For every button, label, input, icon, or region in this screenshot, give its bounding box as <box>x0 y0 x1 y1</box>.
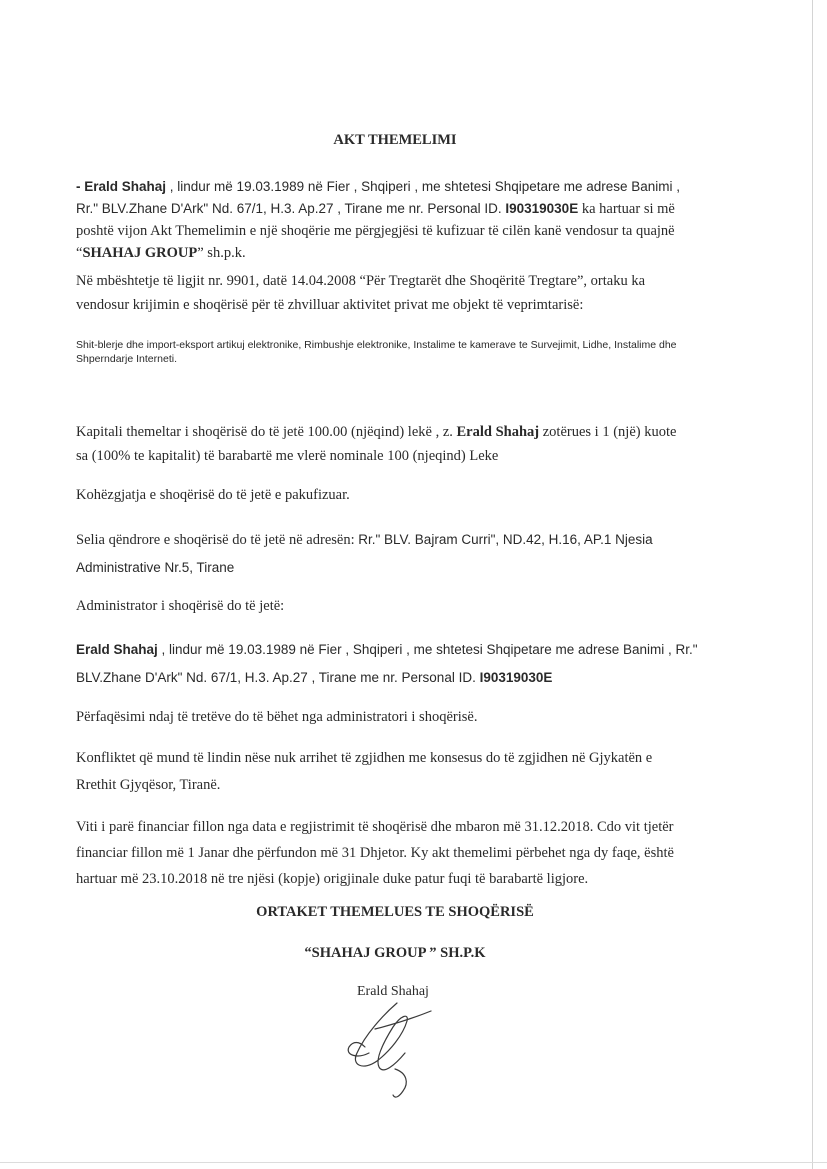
administrator-paragraph <box>76 636 726 692</box>
founders-heading: ORTAKET THEMELUES TE SHOQËRISË <box>256 904 534 920</box>
scan-edge-bottom <box>0 1162 827 1163</box>
signatory-name: Erald Shahaj <box>357 984 429 999</box>
representation-paragraph: Përfaqësimi ndaj të tretëve do të bëhet nga administratori i shoqërisë. <box>76 709 478 725</box>
administrator-personal-id: I90319030E <box>479 670 553 685</box>
company-heading: “SHAHAJ GROUP ” SH.P.K <box>304 945 486 961</box>
financial-line-2: financiar fillon më 1 Janar dhe përfundon më 31 Dhjetor. Ky akt themelimi përbehet nga dy faqe, është <box>76 845 674 861</box>
seat-line-1: Selia qëndrore e shoqërisë do të jetë në adresën: Rr." BLV. Bajram Curri", ND.42, H.16, AP.1 Njesia <box>76 532 653 548</box>
administrator-line-2: BLV.Zhane D'Ark" Nd. 67/1, H.3. Ap.27 , Tirane me nr. Personal ID. I90319030E <box>76 670 553 685</box>
signature-stroke-cross <box>375 1011 431 1029</box>
law-line-2: vendosur krijimin e shoqërisë për të zhvilluar aktivitet privat me objekt të veprimtarisë: <box>76 297 584 313</box>
signature-stroke-tail <box>393 1069 406 1097</box>
conflicts-paragraph <box>76 745 726 799</box>
capital-owner-name: Erald Shahaj <box>456 424 540 440</box>
activity-line-2: Shperndarje Interneti. <box>76 353 177 365</box>
seat-paragraph <box>76 526 726 582</box>
founder-line-4: “SHAHAJ GROUP” sh.p.k. <box>76 245 246 261</box>
conflicts-line-1: Konfliktet që mund të lindin nëse nuk arrihet të zgjidhen me konsesus do të zgjidhen në Gjykatën e <box>76 750 653 766</box>
founder-line-2: Rr." BLV.Zhane D'Ark" Nd. 67/1, H.3. Ap.27 , Tirane me nr. Personal ID. I90319030E ka hartuar si më <box>76 201 675 217</box>
company-name: SHAHAJ GROUP <box>82 245 198 261</box>
scan-edge-right <box>812 0 813 1169</box>
activity-paragraph <box>76 338 726 366</box>
founder-line-1: - Erald Shahaj , lindur më 19.03.1989 në Fier , Shqiperi , me shtetesi Shqipetare me adrese Banimi , <box>76 179 681 194</box>
founder-name: - Erald Shahaj <box>76 179 167 194</box>
financial-year-paragraph <box>76 814 726 892</box>
duration-paragraph: Kohëzgjatja e shoqërisë do të jetë e pakufizuar. <box>76 487 350 503</box>
law-line-1: Në mbështetje të ligjit nr. 9901, datë 14.04.2008 “Për Tregtarët dhe Shoqëritë Tregtare”, ortaku ka <box>76 273 646 289</box>
founder-paragraph <box>76 176 726 264</box>
activity-line-1: Shit-blerje dhe import-eksport artikuj elektronike, Rimbushje elektronike, Instalime te kamerave te Survejimit, Lidhe, Instalime dhe <box>76 339 677 351</box>
administrator-name: Erald Shahaj <box>76 642 158 657</box>
administrator-line-1: Erald Shahaj , lindur më 19.03.1989 në Fier , Shqiperi , me shtetesi Shqipetare me adrese Banimi , Rr." <box>76 642 698 657</box>
capital-paragraph <box>76 420 726 468</box>
financial-line-3: hartuar më 23.10.2018 në tre njësi (kopje) origjinale duke patur fuqi të barabartë ligjore. <box>76 871 589 887</box>
document-title: AKT THEMELIMI <box>333 132 457 148</box>
seat-line-2: Administrative Nr.5, Tirane <box>76 560 235 575</box>
founder-personal-id: I90319030E <box>505 201 579 216</box>
financial-line-1: Viti i parë financiar fillon nga data e regjistrimit të shoqërisë dhe mbaron më 31.12.2018. Cdo vit tjetër <box>76 819 674 835</box>
law-paragraph <box>76 269 726 317</box>
founder-line-3: poshtë vijon Akt Themelimin e një shoqërie me përgjegjësi të kufizuar të cilën kanë vendosur ta quajnë <box>76 223 675 239</box>
capital-line-2: sa (100% te kapitalit) të barabartë me vlerë nominale 100 (njeqind) Leke <box>76 448 499 464</box>
handwritten-signature <box>335 995 445 1105</box>
administrator-heading: Administrator i shoqërisë do të jetë: <box>76 598 285 614</box>
conflicts-line-2: Rrethit Gjyqësor, Tiranë. <box>76 777 221 793</box>
capital-line-1: Kapitali themeltar i shoqërisë do të jetë 100.00 (njëqind) lekë , z. Erald Shahaj zotërues i 1 (një) kuote <box>76 424 677 440</box>
signature-stroke-main <box>355 1003 407 1070</box>
